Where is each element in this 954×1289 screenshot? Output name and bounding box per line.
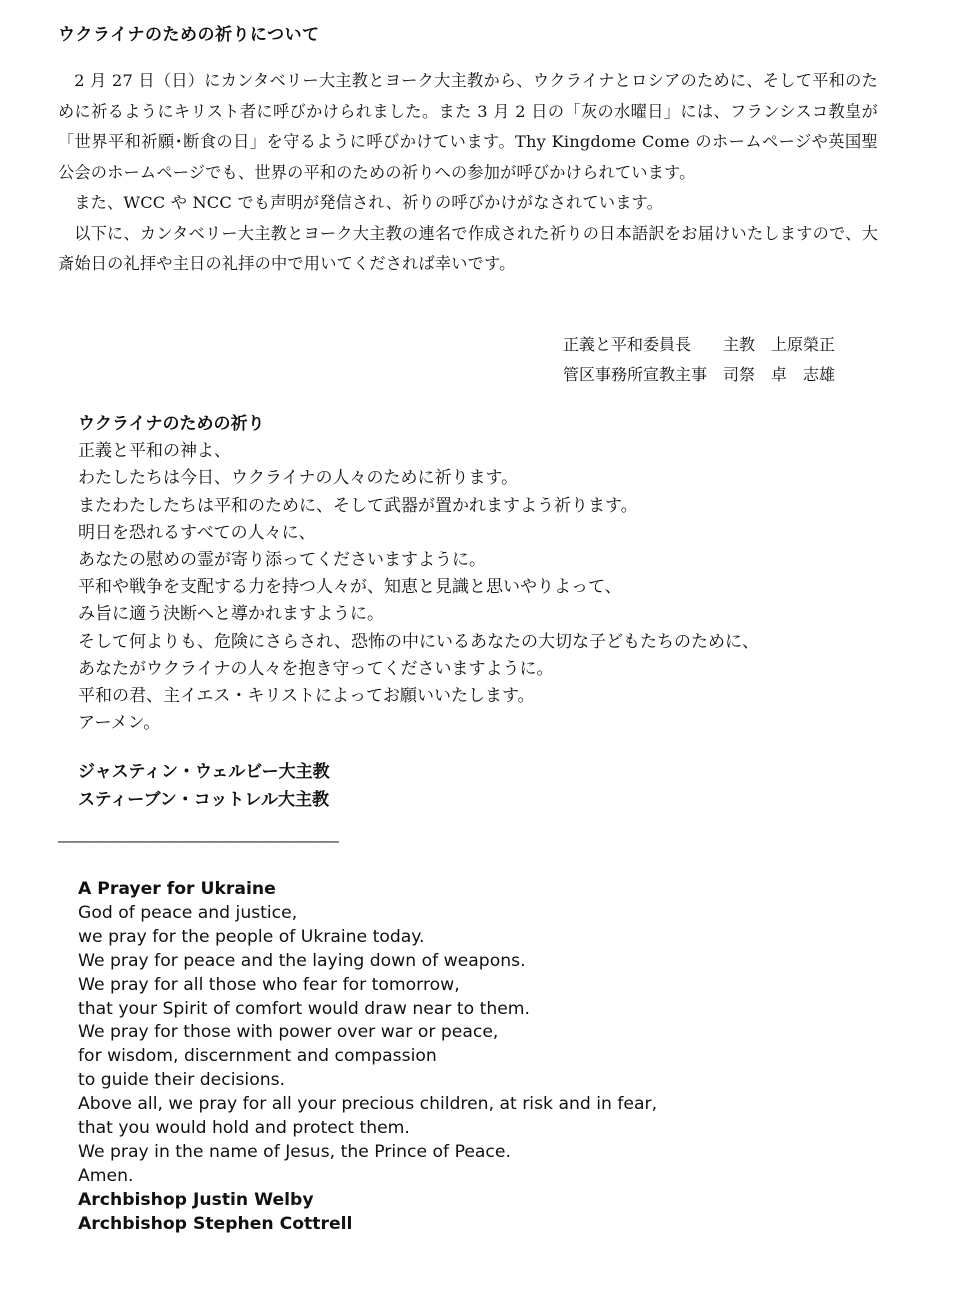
prayer-line: 平和や戦争を支配する力を持つ人々が、知恵と見識と思いやりよって、 [78, 577, 622, 598]
prayer-line: み旨に適う決断へと導かれますように。 [78, 604, 384, 625]
author-name: Archbishop Stephen Cottrell [78, 1213, 353, 1234]
english-prayer-heading: A Prayer for Ukraine [78, 879, 276, 899]
prayer-line: あなたがウクライナの人々を抱き守ってくださいますように。 [78, 658, 554, 679]
english-prayer [78, 878, 657, 1237]
intro-paragraph: また、WCC や NCC でも声明が発信され、祈りの呼びかけがなされています。 [74, 193, 664, 212]
signature-line: 正義と平和委員長 主教 上原榮正 [563, 335, 836, 354]
prayer-line: we pray for the people of Ukraine today. [78, 926, 425, 947]
signature-block [563, 330, 835, 390]
prayer-line: あなたの慰めの霊が寄り添ってくださいますように。 [78, 550, 486, 571]
author-name: Archbishop Justin Welby [78, 1189, 314, 1210]
author-name: スティーブン・コットレル大主教 [78, 790, 330, 810]
prayer-line: that you would hold and protect them. [78, 1118, 410, 1139]
intro-paragraph: 以下に、カンタベリー大主教とヨーク大主教の連名で作成された祈りの日本語訳をお届けいたしますので、大斎始日の礼拝や主日の礼拝の中で用いてくだされば幸いです。 [58, 223, 878, 273]
signature-line: 管区事務所宣教主事 司祭 卓 志雄 [563, 365, 836, 384]
prayer-line: We pray for all those who fear for tomorrow, [78, 974, 460, 995]
prayer-line: 明日を恐れるすべての人々に、 [78, 522, 316, 543]
prayer-line: We pray for those with power over war or peace, [78, 1022, 499, 1043]
document-title: ウクライナのための祈りについて [58, 25, 320, 45]
prayer-line: God of peace and justice, [78, 902, 298, 923]
author-name: ジャスティン・ウェルビー大主教 [78, 762, 330, 782]
japanese-prayer-authors [78, 758, 330, 814]
intro-paragraph: 2 月 27 日（日）にカンタベリー大主教とヨーク大主教から、ウクライナとロシアのために、そして平和のために祈るようにキリスト者に呼びかけられました。また 3 月 2 日の「灰の水曜日」には、フランシスコ教皇が「世界平和祈願･断食の日」を守るように呼びかけています。Thy Kingdome Come のホームページや英国聖公会のホームページでも、世界の平和のための祈りへの参加が呼びかけられています。 [58, 71, 878, 182]
section-divider: ―――――――――――――――――――― [58, 832, 338, 850]
prayer-line: to guide their decisions. [78, 1070, 286, 1091]
prayer-line: 正義と平和の神よ、 [78, 441, 231, 462]
prayer-line: We pray in the name of Jesus, the Prince of Peace. [78, 1141, 511, 1162]
prayer-line: わたしたちは今日、ウクライナの人々のために祈ります。 [78, 468, 519, 489]
prayer-line: アーメン。 [78, 713, 161, 734]
prayer-line: そして何よりも、危険にさらされ、恐怖の中にいるあなたの大切な子どもたちのために、 [78, 631, 760, 652]
prayer-line: for wisdom, discernment and compassion [78, 1046, 437, 1067]
prayer-line: that your Spirit of comfort would draw near to them. [78, 998, 530, 1019]
prayer-line: Above all, we pray for all your precious children, at risk and in fear, [78, 1094, 658, 1115]
intro-text [58, 66, 878, 280]
prayer-line: 平和の君、主イエス・キリストによってお願いいたします。 [78, 686, 535, 707]
japanese-prayer [78, 411, 759, 737]
prayer-line: We pray for peace and the laying down of weapons. [78, 950, 526, 971]
prayer-line: またわたしたちは平和のために、そして武器が置かれますよう祈ります。 [78, 495, 638, 516]
prayer-line: Amen. [78, 1165, 134, 1186]
japanese-prayer-heading: ウクライナのための祈り [78, 414, 265, 434]
